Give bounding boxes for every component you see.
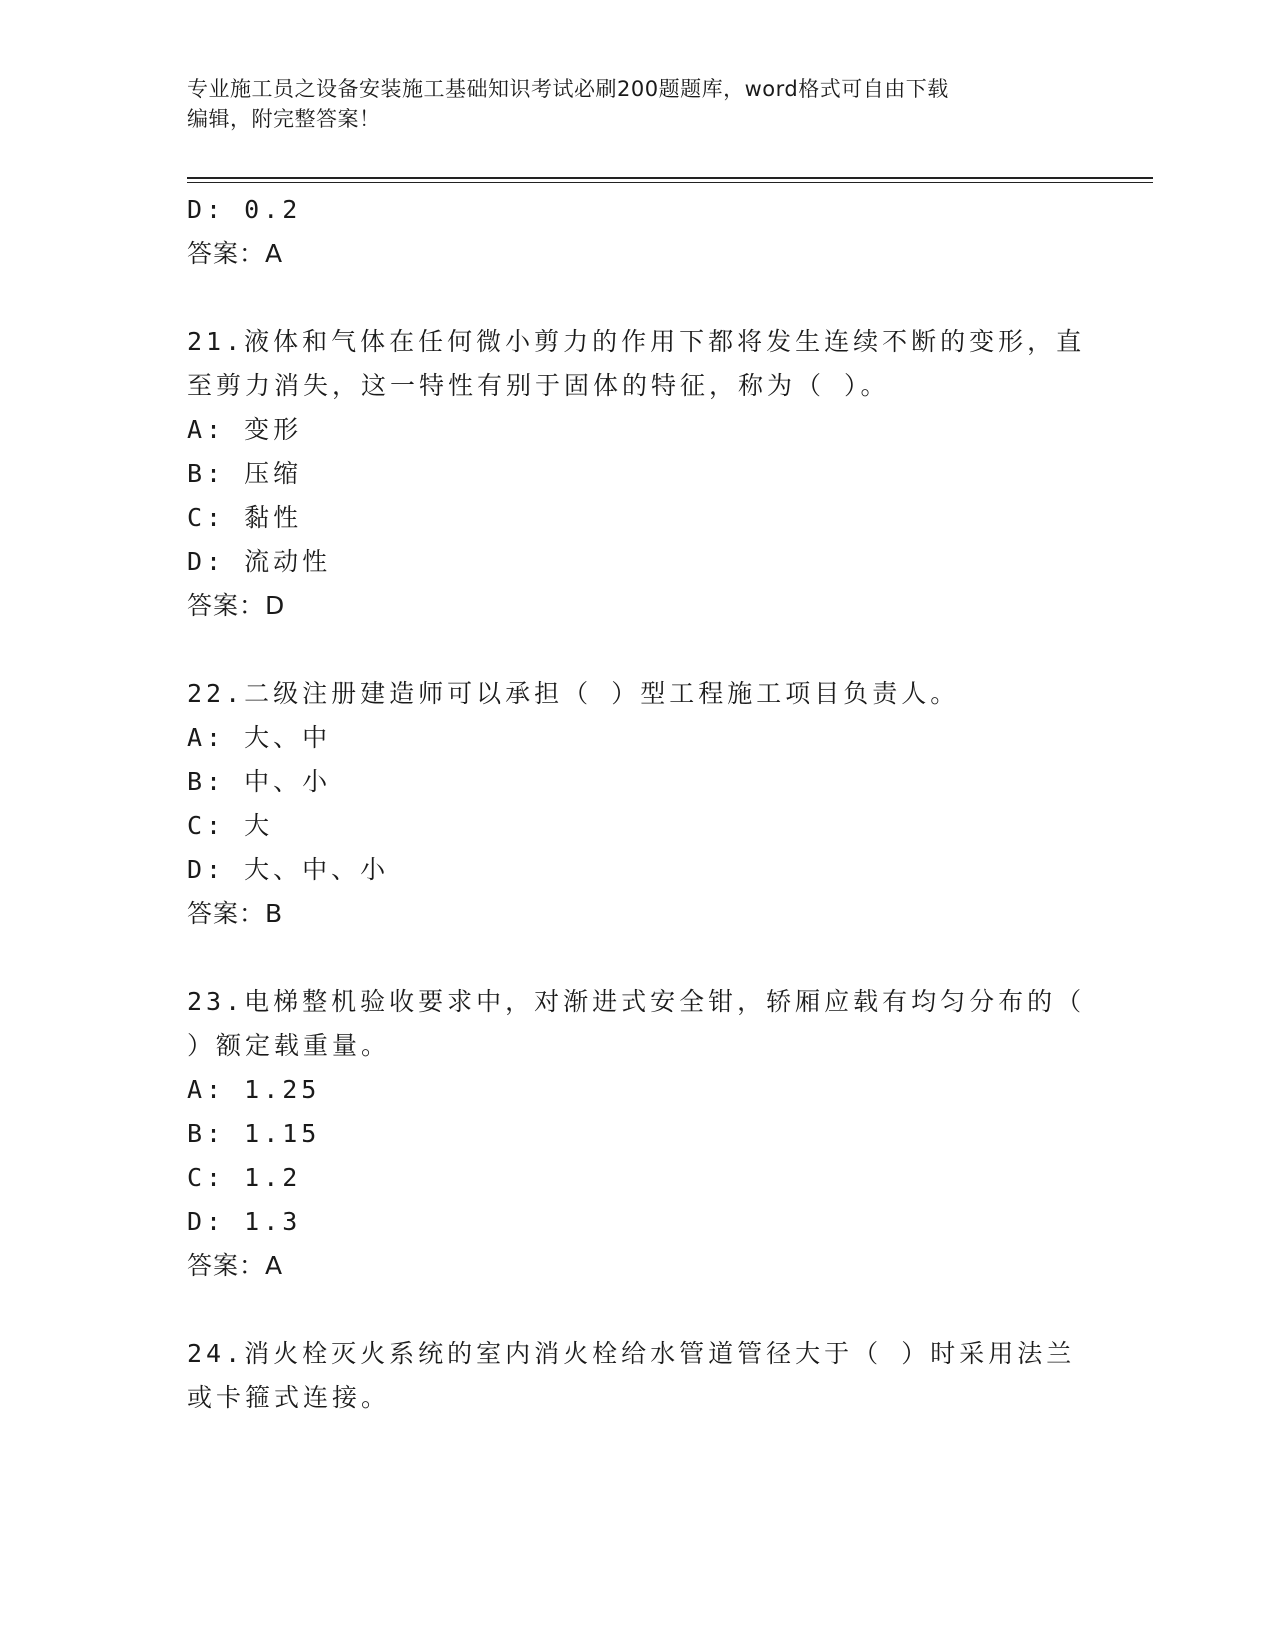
q21-option-a: A: 变形 [187, 415, 303, 444]
page-header [187, 74, 1087, 134]
q23-option-c: C: 1.2 [187, 1163, 302, 1192]
q22-stem-line-1: 22.二级注册建造师可以承担（ ）型工程施工项目负责人。 [187, 679, 960, 708]
q23-answer: 答案：A [187, 1251, 284, 1280]
q21-stem-line-2: 至剪力消失，这一特性有别于固体的特征，称为（ ）。 [187, 371, 890, 400]
q23-stem-line-2: ）额定载重量。 [187, 1031, 391, 1060]
q21-stem-line-1: 21.液体和气体在任何微小剪力的作用下都将发生连续不断的变形，直 [187, 327, 1086, 356]
prev-option-d: D: 0.2 [187, 195, 302, 224]
q23-stem-line-1: 23.电梯整机验收要求中，对渐进式安全钳，轿厢应载有均匀分布的（ [187, 987, 1086, 1016]
q22-answer: 答案：B [187, 899, 284, 928]
prev-answer: 答案：A [187, 239, 284, 268]
header-divider-thick [187, 177, 1153, 179]
q22-option-d: D: 大、中、小 [187, 855, 390, 884]
q21-option-c: C: 黏性 [187, 503, 303, 532]
q22-option-a: A: 大、中 [187, 723, 332, 752]
header-title-line-1: 专业施工员之设备安装施工基础知识考试必刷200题题库，word格式可自由下载 [187, 77, 949, 101]
header-title-line-2: 编辑，附完整答案！ [187, 107, 381, 131]
q24-stem-line-1: 24.消火栓灭火系统的室内消火栓给水管道管径大于（ ）时采用法兰 [187, 1339, 1076, 1368]
q23-option-a: A: 1.25 [187, 1075, 321, 1104]
q21-option-d: D: 流动性 [187, 547, 332, 576]
q22-option-c: C: 大 [187, 811, 274, 840]
q21-answer: 答案：D [187, 591, 286, 620]
q21-option-b: B: 压缩 [187, 459, 303, 488]
q23-option-b: B: 1.15 [187, 1119, 321, 1148]
header-divider-thin [187, 182, 1153, 183]
q23-option-d: D: 1.3 [187, 1207, 302, 1236]
q22-option-b: B: 中、小 [187, 767, 332, 796]
q24-stem-line-2: 或卡箍式连接。 [187, 1383, 391, 1412]
